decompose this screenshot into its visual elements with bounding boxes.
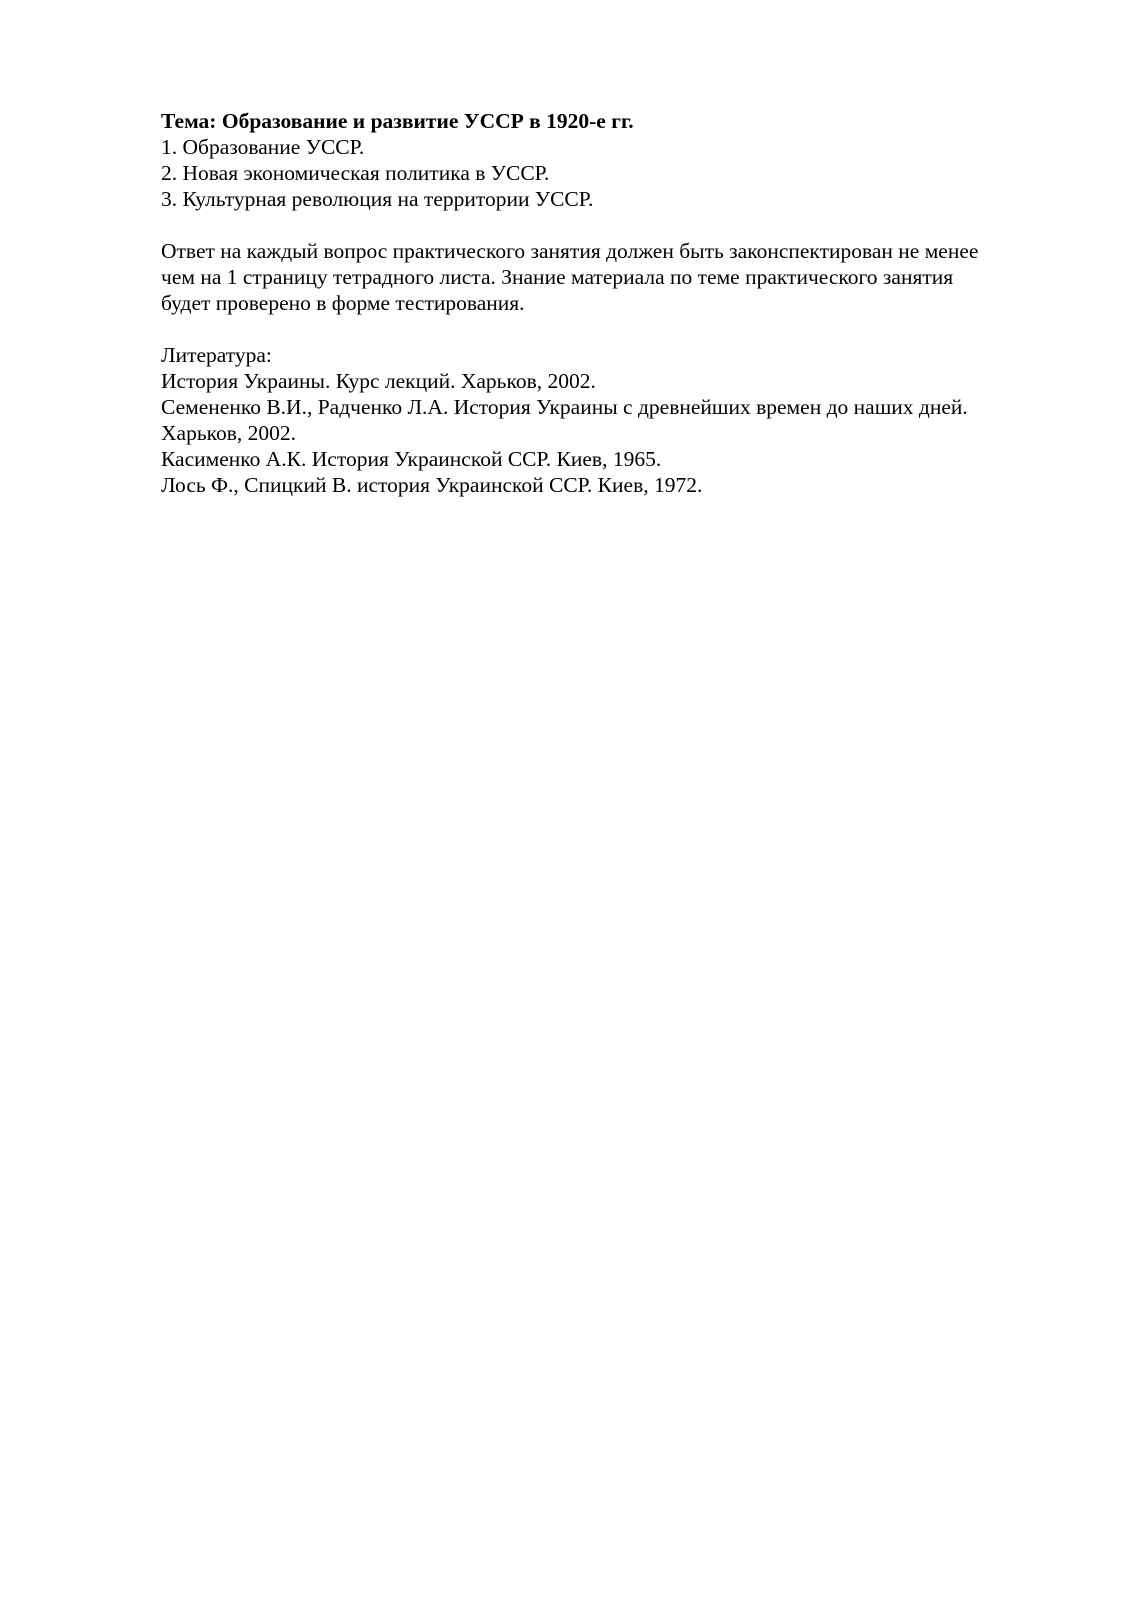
literature-list [161,368,1061,498]
document-title: Тема: Образование и развитие УССР в 1920-е гг. [161,109,634,133]
question-list [161,134,1061,212]
instructions-paragraph [161,238,1061,316]
literature-item: Лось Ф., Спицкий В. история Украинской ССР. Киев, 1972. [161,473,703,497]
literature-item: Харьков, 2002. [161,421,297,445]
paragraph-gap [161,316,1061,342]
instructions-line: будет проверено в форме тестирования. [161,291,525,315]
paragraph-gap [161,212,1061,238]
literature-item: Семененко В.И., Радченко Л.А. История Украины с древнейших времен до наших дней. [161,395,968,419]
question-item: 1. Образование УССР. [161,135,365,159]
literature-item: Касименко А.К. История Украинской ССР. Киев, 1965. [161,447,662,471]
question-item: 3. Культурная революция на территории УССР. [161,187,594,211]
literature-item: История Украины. Курс лекций. Харьков, 2002. [161,369,596,393]
document-body [161,108,1061,498]
question-item: 2. Новая экономическая политика в УССР. [161,161,550,185]
literature-heading: Литература: [161,343,272,367]
instructions-line: чем на 1 страницу тетрадного листа. Знание материала по теме практического занятия [161,265,954,289]
instructions-line: Ответ на каждый вопрос практического занятия должен быть законспектирован не менее [161,239,979,263]
